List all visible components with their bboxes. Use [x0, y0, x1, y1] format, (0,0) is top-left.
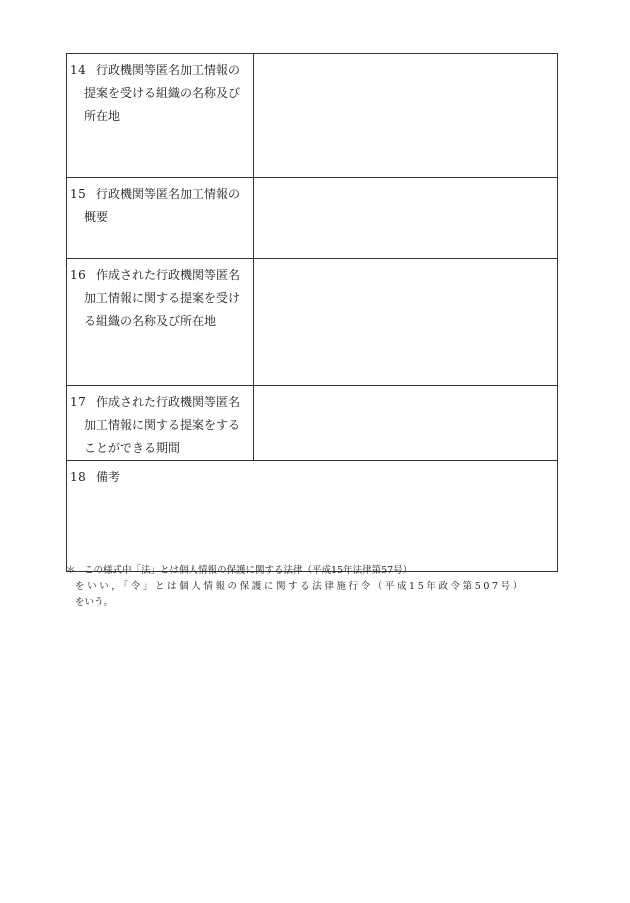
footnote-line-2: をいい，「令」とは個人情報の保護に関する法律施行令（平成15年政令第507号）	[75, 581, 525, 592]
item-label-line: 提案を受ける組織の名称及び	[84, 86, 241, 100]
row-value-field[interactable]	[254, 178, 558, 259]
item-label-line: 加工情報に関する提案を受け	[84, 291, 241, 305]
item-label-line: 所在地	[84, 109, 121, 123]
row-label-cell	[67, 54, 254, 178]
item-label-line: 概要	[84, 210, 109, 224]
form-row-16	[67, 259, 558, 386]
row-label-cell	[67, 386, 254, 461]
item-label-line: る組織の名称及び所在地	[84, 314, 217, 328]
row-value-field[interactable]	[254, 386, 558, 461]
item-label-line: 作成された行政機関等匿名	[96, 395, 241, 409]
item-number: 17	[70, 395, 87, 409]
row-label-cell	[67, 178, 254, 259]
asterisk-mark: ＊	[66, 565, 76, 576]
footnote-line-3: をいう。	[75, 597, 114, 608]
item-label-line: 行政機関等匿名加工情報の	[96, 187, 241, 201]
remarks-label: 備考	[96, 470, 121, 484]
row-label-cell	[67, 259, 254, 386]
remarks-field[interactable]	[67, 461, 558, 572]
form-row-18-remarks	[67, 461, 558, 572]
item-number: 16	[70, 268, 87, 282]
item-number: 15	[70, 187, 87, 201]
item-number: 14	[70, 63, 87, 77]
form-row-14	[67, 54, 558, 178]
row-value-field[interactable]	[254, 259, 558, 386]
item-label-line: ことができる期間	[84, 441, 181, 455]
item-label-line: 行政機関等匿名加工情報の	[96, 63, 241, 77]
form-row-17	[67, 386, 558, 461]
application-form-table	[66, 53, 558, 572]
item-label-line: 作成された行政機関等匿名	[96, 268, 241, 282]
item-label-line: 加工情報に関する提案をする	[84, 418, 241, 432]
form-row-15	[67, 178, 558, 259]
row-value-field[interactable]	[254, 54, 558, 178]
footnote	[66, 563, 566, 611]
footnote-line-1: この様式中「法」とは個人情報の保護に関する法律（平成15年法律第57号）	[84, 565, 413, 576]
item-number: 18	[70, 470, 87, 484]
